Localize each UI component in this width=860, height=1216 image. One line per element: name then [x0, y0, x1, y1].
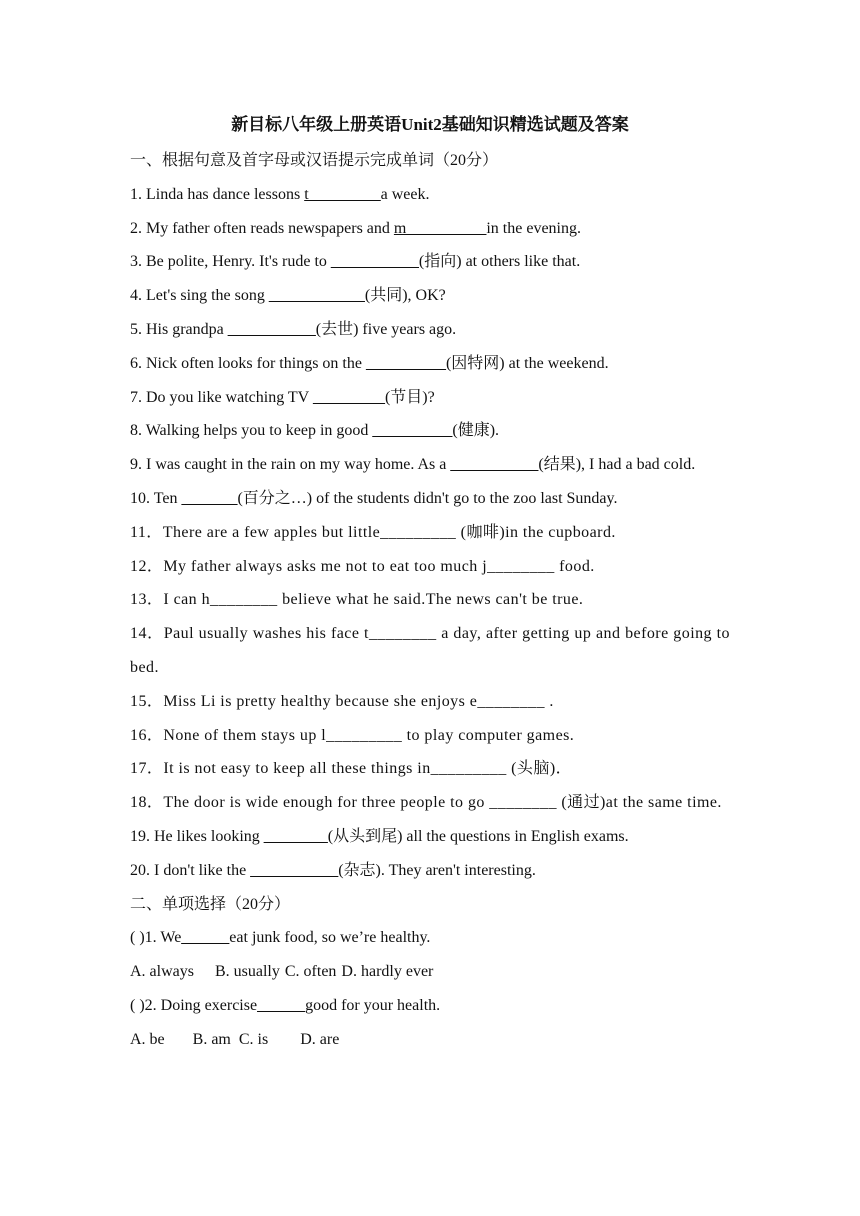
question-text: (从头到尾) all the questions in English exams. [327, 827, 629, 845]
question-text: (因特网) at the weekend. [445, 354, 609, 372]
question-text: in the evening. [486, 219, 581, 237]
question-3 [130, 245, 730, 279]
question-text: (杂志). They aren't interesting. [338, 861, 536, 879]
question-text: (共同), OK? [364, 287, 446, 305]
option-b: B. usually [214, 963, 280, 981]
answer-blank: __________ [365, 354, 446, 372]
answer-blank: ________ [263, 827, 328, 845]
option-d: D. hardly ever [341, 963, 434, 981]
question-18: 18．The door is wide enough for three people to go ________ (通过)at the same time. [130, 794, 722, 812]
answer-blank: ___________ [250, 861, 339, 879]
question-text: good for your health. [305, 996, 441, 1014]
option-d: D. are [300, 1030, 340, 1048]
question-16: 16．None of them stays up l_________ to play computer games. [130, 726, 575, 744]
question-19 [130, 820, 730, 854]
question-6 [130, 347, 730, 381]
question-14: 14．Paul usually washes his face t________ a day, after getting up and before going to bed. [130, 625, 730, 676]
answer-blank: m__________ [393, 219, 487, 237]
section1-heading: 一、根据句意及首字母或汉语提示完成单词（20分） [130, 152, 499, 169]
question-text: (百分之…) of the students didn't go to the zoo last Sunday. [237, 489, 618, 507]
answer-blank: _______ [181, 489, 238, 507]
question-2 [130, 212, 730, 246]
option-c: C. often [284, 963, 337, 981]
question-4 [130, 279, 730, 313]
question-text: 2. My father often reads newspapers and [130, 219, 394, 237]
question-text: 6. Nick often looks for things on the [130, 354, 366, 372]
question-8 [130, 414, 730, 448]
mc-options-1 [130, 955, 730, 989]
option-c: C. is [238, 1030, 269, 1048]
question-text: (结果), I had a bad cold. [538, 456, 696, 474]
document-title: 新目标八年级上册英语Unit2基础知识精选试题及答案 [231, 115, 629, 134]
question-15: 15．Miss Li is pretty healthy because she enjoys e________ . [130, 692, 554, 710]
mc-options-2 [130, 1023, 730, 1057]
question-text: 20. I don't like the [130, 861, 251, 879]
answer-blank: _________ [312, 388, 385, 406]
answer-blank: ____________ [268, 287, 365, 305]
answer-blank: t_________ [304, 185, 381, 203]
question-12: 12．My father always asks me not to eat too much j________ food. [130, 557, 595, 575]
question-text: a week. [380, 185, 430, 203]
mc-question-1 [130, 921, 730, 955]
question-text: eat junk food, so we’re healthy. [229, 929, 431, 947]
option-a: A. be [130, 1030, 165, 1048]
answer-blank: ___________ [330, 253, 419, 271]
question-text: 19. He likes looking [130, 827, 264, 845]
answer-blank: __________ [372, 422, 453, 440]
question-text: (去世) five years ago. [315, 320, 457, 338]
question-text: 2. Doing exercise [144, 996, 258, 1014]
section2-heading: 二、单项选择（20分） [130, 895, 291, 913]
question-text: 3. Be polite, Henry. It's rude to [130, 253, 331, 271]
question-1 [130, 178, 730, 212]
question-text: 5. His grandpa [130, 320, 228, 338]
question-9 [130, 448, 730, 482]
question-17: 17．It is not easy to keep all these things in_________ (头脑)． [130, 760, 573, 778]
question-10 [130, 482, 730, 516]
answer-blank: ___________ [450, 456, 539, 474]
question-20 [130, 854, 730, 888]
answer-parenthesis: ( ) [130, 929, 145, 947]
answer-blank: ___________ [227, 320, 316, 338]
question-5 [130, 313, 730, 347]
question-text: 9. I was caught in the rain on my way home. As a [130, 456, 451, 474]
question-7 [130, 381, 730, 415]
mc-question-2 [130, 989, 730, 1023]
question-text: 7. Do you like watching TV [130, 388, 313, 406]
question-text: (健康). [452, 422, 500, 440]
document-body [130, 144, 730, 1057]
question-text: 10. Ten [130, 489, 182, 507]
question-text: (指向) at others like that. [418, 253, 581, 271]
question-text: 1. Linda has dance lessons [130, 185, 305, 203]
option-a: A. always [130, 963, 194, 981]
question-13: 13．I can h________ believe what he said.The news can't be true. [130, 591, 584, 609]
question-text: (节目)? [384, 388, 435, 406]
question-11: 11．There are a few apples but little_________ (咖啡)in the cupboard. [130, 523, 616, 541]
option-b: B. am [192, 1030, 231, 1048]
answer-blank: ______ [181, 929, 230, 947]
question-text: 4. Let's sing the song [130, 287, 269, 305]
question-text: 8. Walking helps you to keep in good [130, 422, 373, 440]
question-text: 1. We [144, 929, 182, 947]
answer-parenthesis: ( ) [130, 996, 145, 1014]
answer-blank: ______ [257, 996, 306, 1014]
